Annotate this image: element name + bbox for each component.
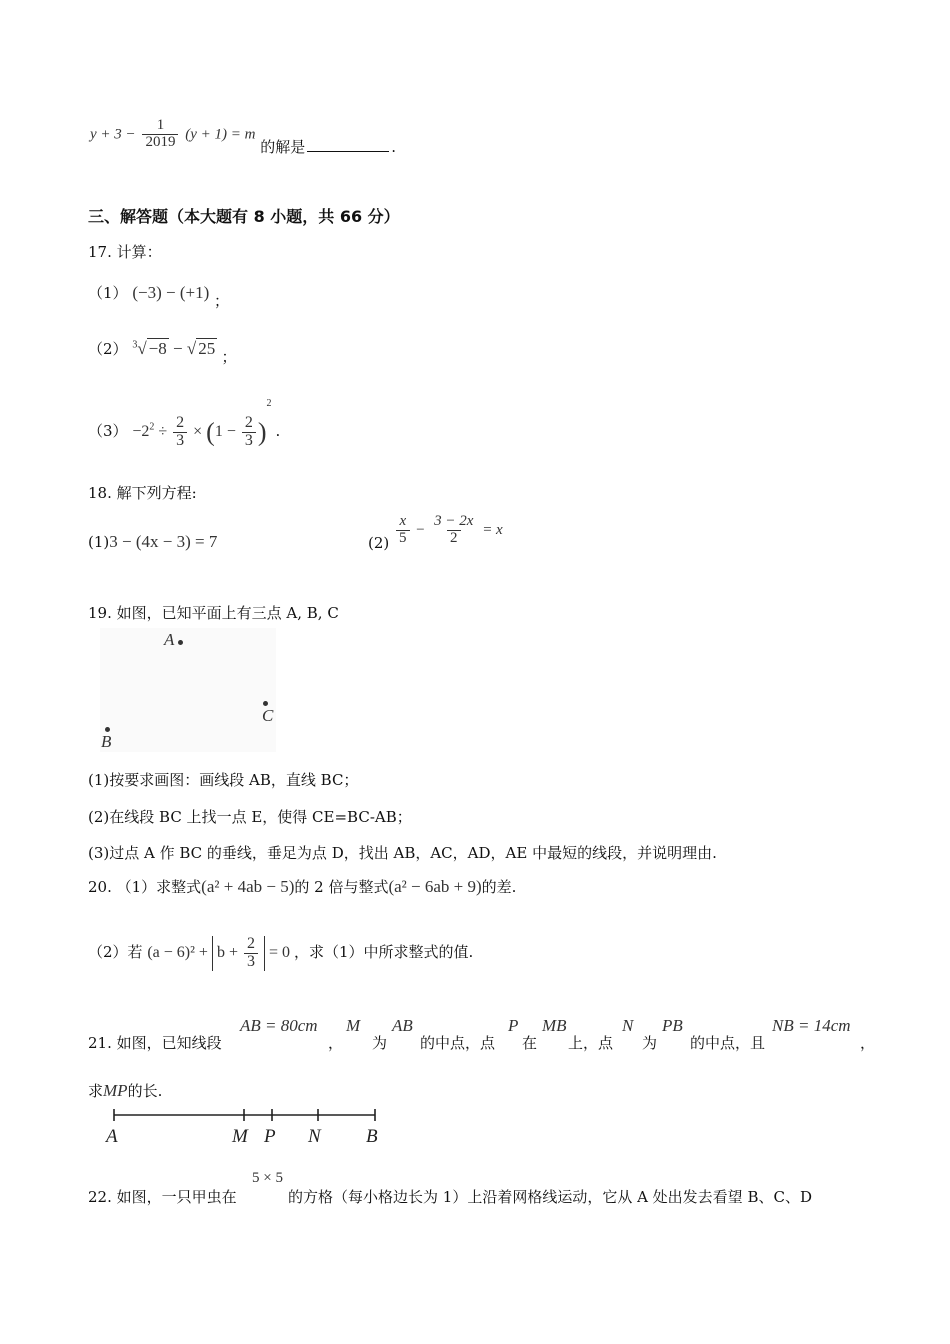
q19-part2: (2)在线段 BC 上找一点 E，使得 CE=BC-AB；	[88, 808, 412, 826]
point-b-label: B	[101, 732, 112, 751]
point-a-label: A	[164, 630, 175, 649]
q20-part1: 20. （1）求整式(a² + 4ab − 5)的 2 倍与整式(a² − 6ab + 9)的差.	[88, 877, 517, 896]
q22-line1: 22. 如图，一只甲虫在 5 × 5 的方格（每小格边长为 1）上沿着网格线运动，它从 A 处出发去看望 B、C、D	[88, 1170, 812, 1206]
label-n: N	[308, 1126, 321, 1147]
q17-part3: $(3) -2^2$ ÷ $\frac{2}{3}$ × (1 − $\frac{2}{3}$ )$^2$ .	[88, 398, 281, 449]
q19-part1: (1)按要求画图：画线段 AB，直线 BC；	[88, 771, 359, 789]
q21-line2: 求MP的长.	[88, 1081, 163, 1100]
q19-part3: (3)过点 A 作 BC 的垂线，垂足为点 D，找出 AB，AC，AD，AE 中最短的线段，并说明理由.	[88, 844, 717, 862]
q16-eq-right: (y + 1) = m	[185, 126, 256, 143]
q17-stem: 17. 计算：	[88, 243, 162, 261]
q20-part2: （2）若 (a − 6)² + b + $\frac{2}{3}$ = 0 ，求（1）中所求整式的值.	[88, 935, 474, 970]
q16-eq-left: y + 3 −	[90, 126, 136, 143]
q16-equation-line: y + 3 − $\frac{1}{2019}$ (y + 1) = m 的解是 .	[90, 117, 397, 157]
q18-stem: 18. 解下列方程:	[88, 484, 197, 502]
point-a-dot	[178, 640, 183, 645]
section-3-title: 三、解答题（本大题有 8 小题，共 66 分）	[88, 207, 400, 226]
answer-blank[interactable]	[307, 151, 389, 152]
q21-segment-figure	[96, 1106, 396, 1152]
q21-line1: 21. 如图，已知线段 AB = 80cm ， M 为 AB 的中点，点 P 在 MB 上，点 N 为 PB 的中点，且 NB = 14cm ，	[88, 1016, 876, 1052]
q17-part1: （1） (−3) − (+1) ；	[88, 283, 230, 310]
q19-points-figure	[100, 628, 276, 752]
q18-part2: (2) $\frac{x}{5}$ − $\frac{3 - 2x}{2}$ = x	[368, 513, 503, 552]
label-b: B	[366, 1126, 378, 1147]
q16-fraction: $\frac{1}{2019}$	[142, 118, 178, 151]
label-p: P	[264, 1126, 276, 1147]
q19-stem: 19. 如图，已知平面上有三点 A, B, C	[88, 604, 339, 622]
q17-part2: （2） $^3$√ −8 − √ 25 ；	[88, 339, 237, 366]
q18-part1: (1)3 − (4x − 3) = 7	[88, 532, 218, 551]
label-m: M	[232, 1126, 248, 1147]
label-a: A	[106, 1126, 118, 1147]
q16-text: 的解是	[260, 138, 306, 157]
point-c-label: C	[262, 706, 274, 725]
